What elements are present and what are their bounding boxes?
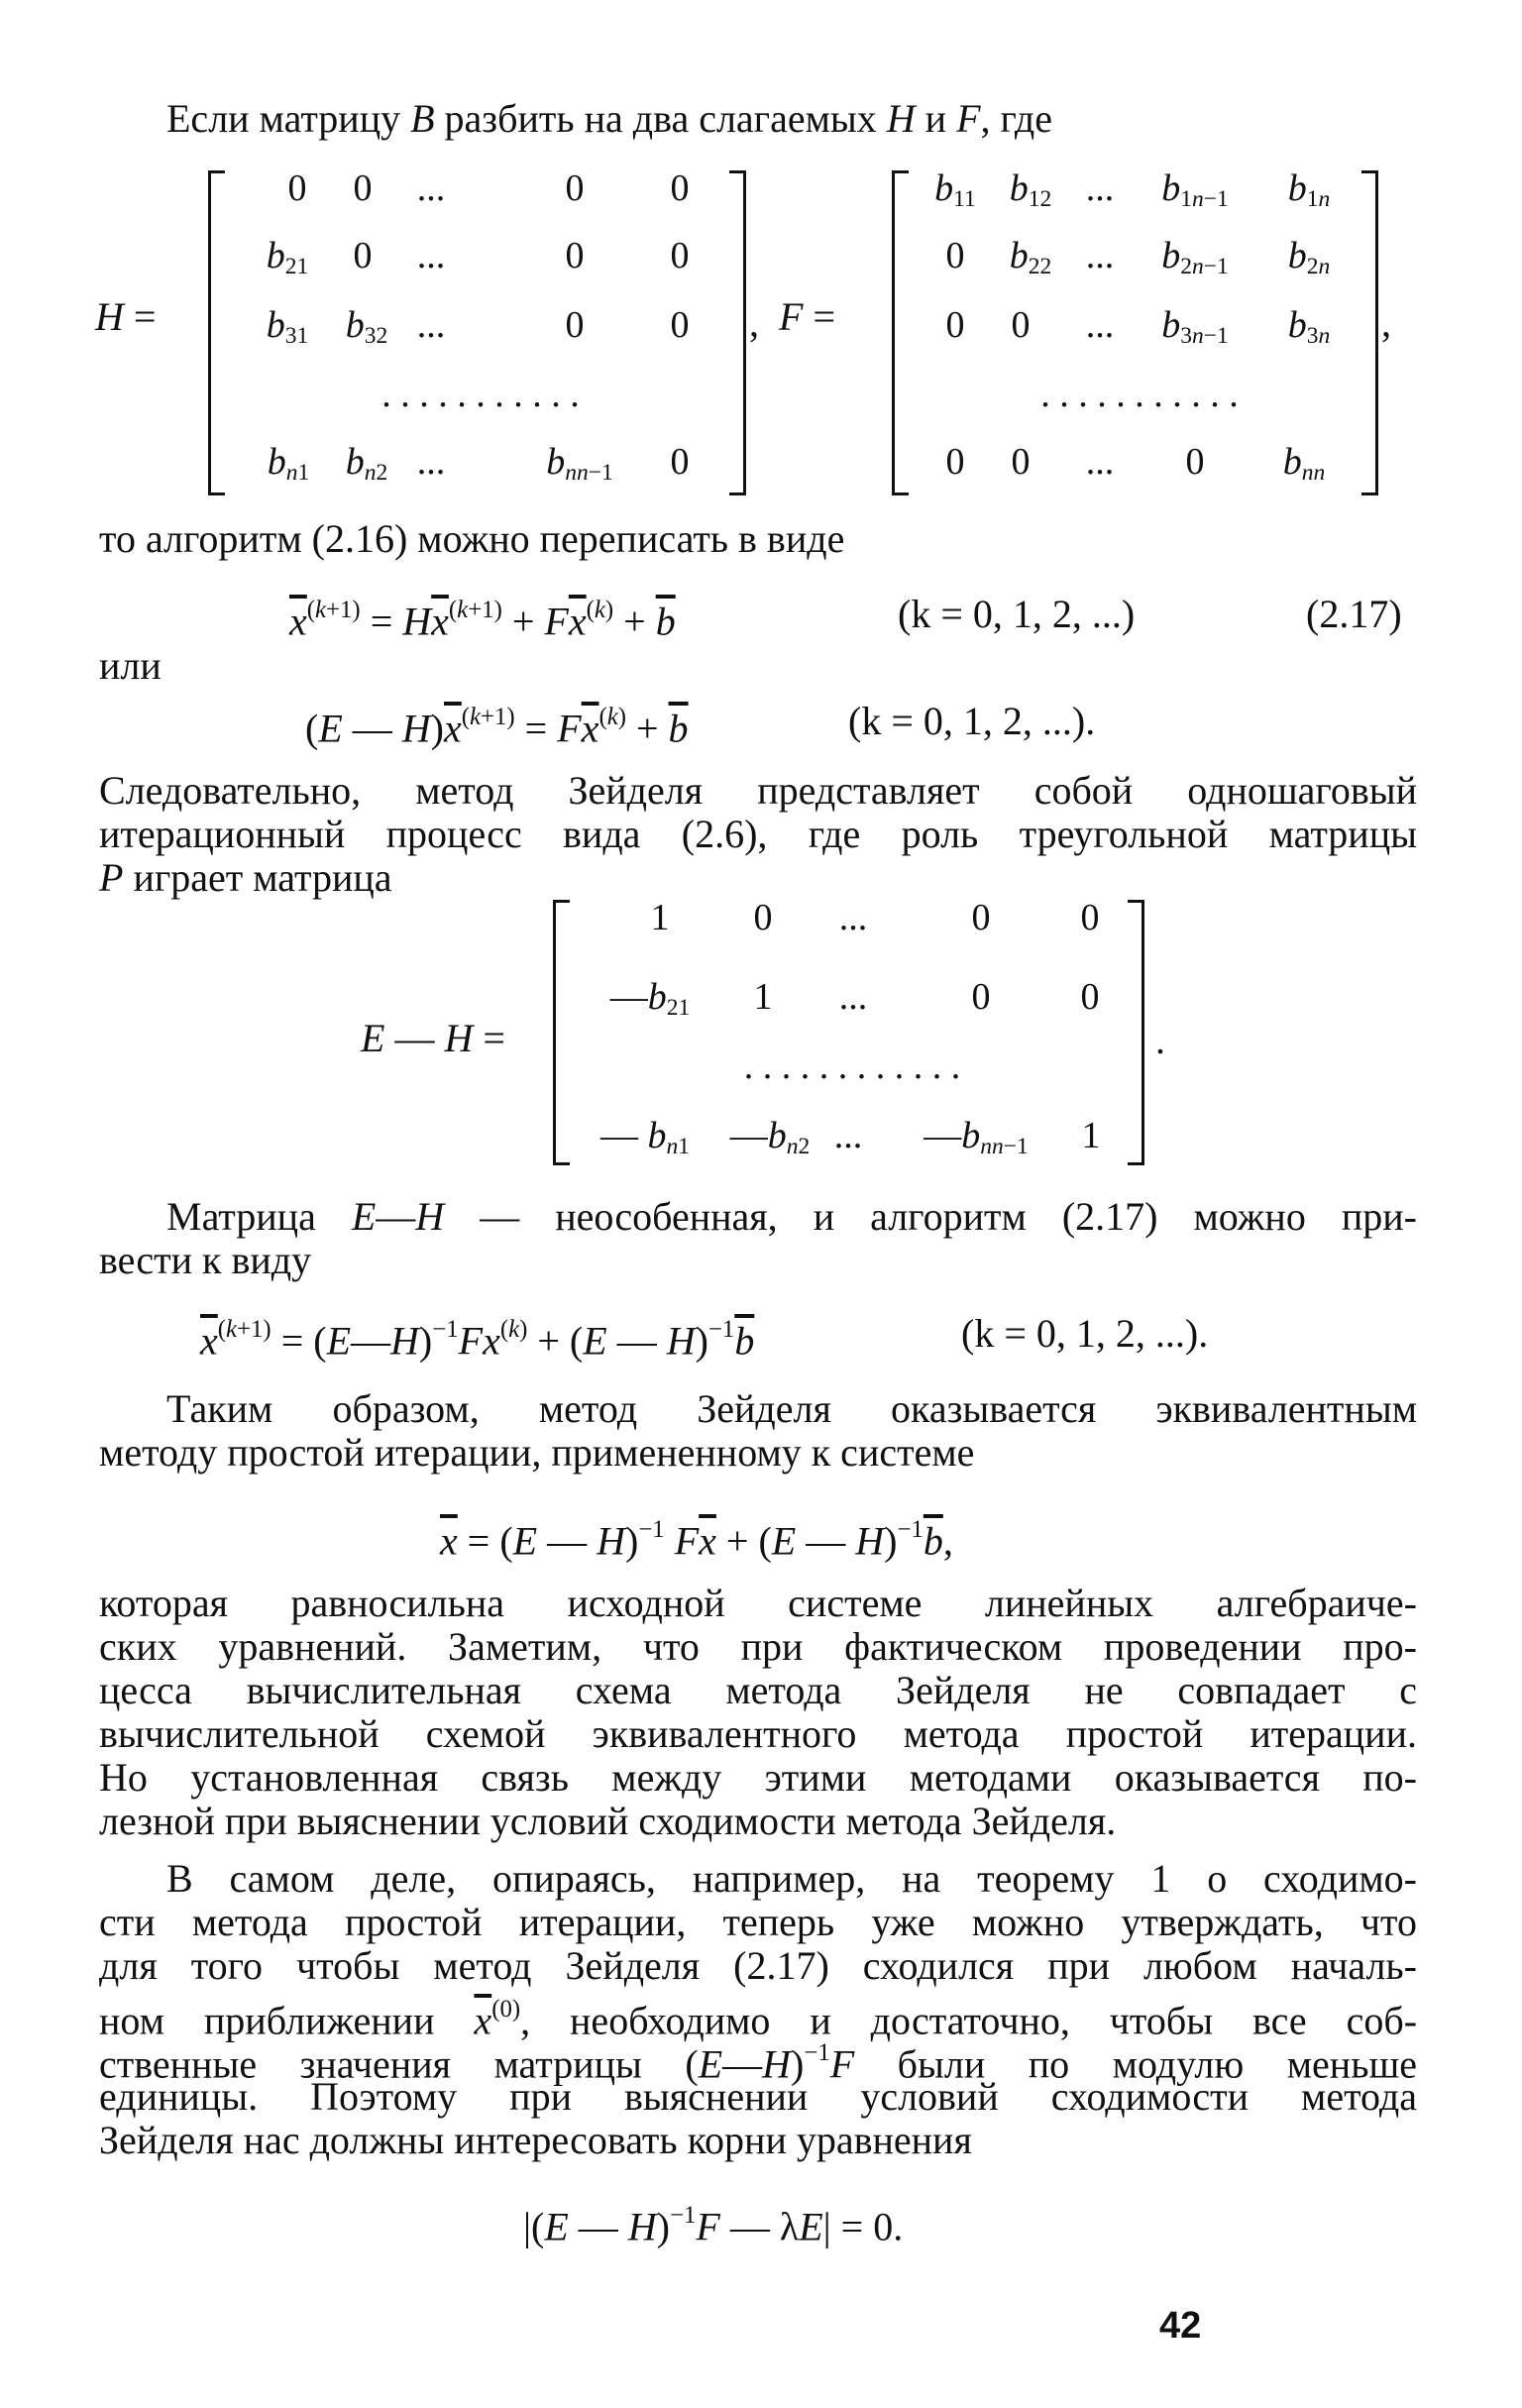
- matrix-cell: 1: [753, 976, 773, 1018]
- intro-line: Если матрицу B разбить на два слагаемых H и F, где: [166, 96, 1053, 141]
- paragraph-line: ном приближении $\overline{x}^{(0)}$, необходимо и достаточно, чтобы все соб-: [99, 1996, 1418, 2043]
- matrix-cell: 0: [971, 976, 991, 1018]
- page-number: 42: [1159, 2305, 1202, 2347]
- comma: ,: [1381, 300, 1391, 345]
- paragraph-line: P играет матрица: [99, 855, 392, 900]
- paragraph-line: Таким образом, метод Зейделя оказывается эквивалентным: [166, 1386, 1417, 1431]
- matrix-cell: $b_{11}$: [934, 167, 976, 212]
- matrix-cell: 0: [353, 235, 373, 276]
- matrix-cell: 0: [670, 235, 690, 276]
- matrix-cell: 0: [1185, 441, 1205, 483]
- matrix-cell: ...: [833, 1115, 863, 1156]
- matrix-cell: 0: [670, 441, 690, 483]
- matrix-cell: $b_{n1}$: [267, 441, 310, 486]
- matrix-cell: $b_{2n}$: [1287, 235, 1331, 279]
- matrix-cell: ...: [1085, 235, 1115, 276]
- paragraph-line: ственные значения матрицы (E—H)$^{-1}$F были по модулю меньше: [99, 2039, 1417, 2087]
- or-line: или: [99, 643, 162, 688]
- matrix-cell: 1: [1081, 1115, 1101, 1156]
- matrix-cell: $b_{3n}$: [1287, 304, 1331, 349]
- paragraph-line: Следовательно, метод Зейделя представляет собой одношаговый: [99, 768, 1417, 813]
- matrix-cell: ...: [416, 304, 446, 346]
- matrix-cell: 0: [1080, 897, 1100, 938]
- matrix-cell: 0: [945, 304, 965, 346]
- matrix-cell: $—b_{nn-1}$: [924, 1115, 1029, 1159]
- matrix-cell: 0: [670, 304, 690, 346]
- paragraph-line: лезной при выяснении условий сходимости метода Зейделя.: [99, 1799, 1117, 1843]
- equation-system: $\overline{x} = (E$ — H)$^{-1}$ $F\overline{x} + (E$ — $H)^{-1}\overline{b}$,: [440, 1516, 953, 1564]
- matrix-F-label: F =: [779, 294, 835, 339]
- paragraph-line: Но установленная связь между этими методами оказывается по-: [99, 1755, 1417, 1800]
- equation-alt: (E — $H)\overline{x}^{(k+1)} = F\overline{x}^{(k)} + \overline{b}$: [305, 704, 689, 751]
- matrix-cell: ...: [1085, 441, 1115, 483]
- matrix-cell: 0: [1011, 441, 1031, 483]
- matrix-cell: $b_{31}$: [266, 304, 309, 349]
- matrix-cell: 0: [670, 167, 690, 209]
- paragraph-line: Матрица E—H — неособенная, и алгоритм (2.17) можно при-: [166, 1194, 1417, 1239]
- matrix-cell: 0: [353, 167, 373, 209]
- matrix-cell: $b_{22}$: [1009, 235, 1052, 279]
- paragraph-line: сти метода простой итерации, теперь уже можно утверждать, что: [99, 1900, 1417, 1944]
- matrix-cell: ...: [1085, 304, 1115, 346]
- matrix-cell: $b_{12}$: [1009, 167, 1052, 212]
- matrix-H-left-bracket: [208, 170, 225, 495]
- matrix-cell: 0: [565, 167, 585, 209]
- paragraph-line: Зейделя нас должны интересовать корни уравнения: [99, 2118, 972, 2162]
- matrix-cell: ...: [416, 167, 446, 209]
- matrix-F-left-bracket: [892, 170, 909, 495]
- paragraph-line: ских уравнений. Заметим, что при фактическом проведении про-: [99, 1624, 1417, 1669]
- matrix-cell: 0: [1080, 976, 1100, 1018]
- paragraph-line: методу простой итерации, примененному к системе: [99, 1430, 975, 1475]
- matrix-cell: 0: [1011, 304, 1031, 346]
- matrix-dots-row: . . . . . . . . . . .: [1040, 374, 1239, 415]
- matrix-cell: ...: [416, 235, 446, 276]
- matrix-cell: $b_{2n-1}$: [1161, 235, 1229, 279]
- matrix-cell: $b_{21}$: [266, 235, 309, 279]
- paragraph-line: вычислительной схемой эквивалентного метода простой итерации.: [99, 1711, 1417, 1756]
- matrix-cell: — $b_{n1}$: [599, 1115, 691, 1159]
- matrix-cell: 0: [945, 235, 965, 276]
- paragraph-line: вести к виду: [99, 1238, 312, 1282]
- paragraph-line: цесса вычислительная схема метода Зейделя не совпадает с: [99, 1668, 1417, 1712]
- matrix-H-right-bracket: [729, 170, 746, 495]
- matrix-cell: 1: [650, 897, 670, 938]
- matrix-cell: ...: [416, 441, 446, 483]
- matrix-cell: ...: [838, 976, 868, 1018]
- matrix-cell: 0: [287, 167, 307, 209]
- equation-2-17: $\overline{x}^{(k+1)} = H\overline{x}^{(k+1)} + F\overline{x}^{(k)} + \overline{b}$: [289, 597, 676, 644]
- matrix-H-label: H =: [95, 294, 157, 339]
- matrix-cell: 0: [565, 304, 585, 346]
- matrix-cell: 0: [971, 897, 991, 938]
- comma: ,: [749, 300, 759, 345]
- period: .: [1155, 1018, 1165, 1062]
- then-line: то алгоритм (2.16) можно переписать в виде: [99, 516, 845, 561]
- matrix-cell: $b_{nn}$: [1282, 441, 1326, 486]
- matrix-F-right-bracket: [1361, 170, 1378, 495]
- matrix-cell: ...: [1085, 167, 1115, 209]
- matrix-cell: $b_{1n-1}$: [1161, 167, 1229, 212]
- paragraph-line: единицы. Поэтому при выяснении условий сходимости метода: [99, 2074, 1417, 2119]
- matrix-cell: $b_{1n}$: [1287, 167, 1331, 212]
- matrix-cell: $b_{32}$: [345, 304, 388, 349]
- paragraph-line: которая равносильна исходной системе линейных алгебраиче-: [99, 1581, 1417, 1625]
- matrix-EH-right-bracket: [1128, 900, 1144, 1165]
- matrix-cell: 0: [945, 441, 965, 483]
- matrix-cell: $—b_{21}$: [609, 976, 691, 1021]
- matrix-cell: ...: [838, 897, 868, 938]
- paragraph-line: для того чтобы метод Зейделя (2.17) сходился при любом началь-: [99, 1943, 1417, 1988]
- matrix-cell: $—b_{n2}$: [729, 1115, 811, 1159]
- matrix-cell: 0: [753, 897, 773, 938]
- matrix-EH-left-bracket: [553, 900, 570, 1165]
- equation-2-17-number: (2.17): [1306, 592, 1402, 636]
- paragraph-line: В самом деле, опираясь, например, на теорему 1 о сходимо-: [166, 1856, 1417, 1901]
- equation-characteristic: |(E — H)$^{-1}$F — λE| = 0.: [523, 2202, 904, 2249]
- matrix-cell: $b_{n2}$: [345, 441, 388, 486]
- equation-2-17-range: (k = 0, 1, 2, ...): [898, 592, 1136, 636]
- matrix-cell: $b_{3n-1}$: [1161, 304, 1229, 349]
- equation-inverse: $\overline{x}^{(k+1)}$ = $(E—H)^{-1}Fx^{(k)} + (E$ — $H)^{-1}\overline{b}$: [200, 1316, 755, 1364]
- matrix-dots-row: . . . . . . . . . . . .: [743, 1045, 961, 1087]
- equation-inverse-range: (k = 0, 1, 2, ...).: [961, 1311, 1209, 1356]
- paragraph-line: итерационный процесс вида (2.6), где роль треугольной матрицы: [99, 812, 1417, 856]
- matrix-cell: $b_{nn-1}$: [546, 441, 613, 486]
- equation-alt-range: (k = 0, 1, 2, ...).: [848, 699, 1096, 743]
- matrix-dots-row: . . . . . . . . . . .: [381, 374, 580, 415]
- matrix-EH-label: E — H =: [361, 1016, 505, 1060]
- matrix-cell: 0: [565, 235, 585, 276]
